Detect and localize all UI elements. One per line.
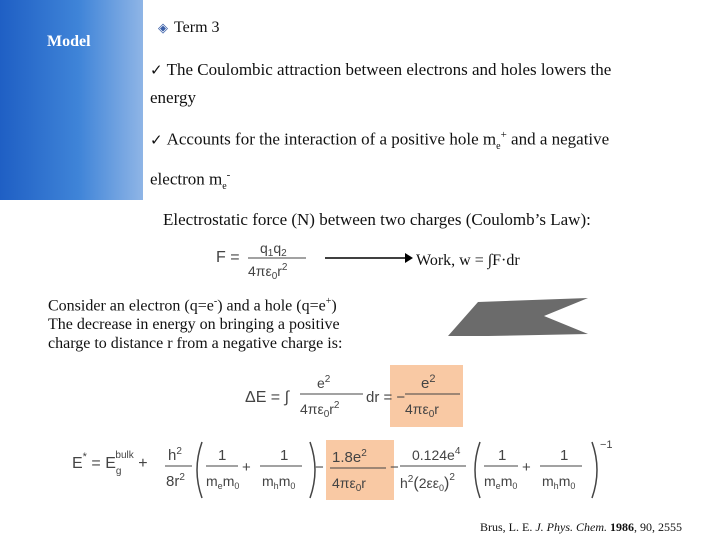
work-label: Work, w = ∫F·dr	[416, 252, 520, 269]
consider-text	[48, 292, 408, 353]
svg-text:mem0: $m_em_0$	[484, 473, 518, 491]
svg-text:8r2: $8r^2$	[166, 472, 185, 490]
bullet-2	[150, 121, 609, 201]
bullet-2-text: Accounts for the interaction of a positive hole m	[166, 129, 497, 149]
svg-text:mhm0: $m_hm_0$	[542, 473, 576, 491]
superscript: +	[500, 129, 507, 141]
svg-text:1: 1	[498, 447, 507, 464]
coulomb-law-label: Electrostatic force (N) between two charges (Coulomb’s Law):	[163, 210, 591, 229]
svg-text:h2: $h^2$	[168, 446, 182, 464]
checkmark-icon: ✓	[150, 61, 163, 79]
sidebar-title: Model	[47, 33, 91, 50]
consider-line-3: charge to distance r from a negative charge is:	[48, 335, 343, 353]
bullet-2-line-2: electron m	[150, 169, 223, 189]
svg-text:E* = Egbulk +: $E^* = E_gbulk$ +	[72, 450, 148, 477]
diamond-bullet-icon: ◈	[158, 20, 168, 35]
term-label: Term 3	[174, 19, 220, 36]
exciton-energy-formula	[70, 436, 630, 506]
citation-journal: J. Phys. Chem.	[535, 520, 607, 534]
svg-text:mhm0: $m_hm_0$	[262, 473, 296, 491]
svg-text:mem0: $m_em_0$	[206, 473, 240, 491]
sidebar-panel	[0, 0, 143, 200]
svg-text:4πε0r: $4\pi\varepsilon_0r$	[405, 401, 439, 420]
svg-text:1.8e2: $1.8e^2$	[332, 448, 367, 466]
energy-integral-formula	[245, 368, 475, 430]
formula-denominator: $4\pi\varepsilon_0r^2$	[248, 262, 288, 280]
svg-text:1: 1	[280, 447, 289, 464]
svg-text:+: +	[522, 459, 531, 476]
subscript: e	[496, 141, 501, 153]
bullet-2-text-end: and a negative	[506, 129, 610, 149]
svg-text:−1: −1	[600, 439, 613, 451]
svg-text:−: −	[315, 459, 324, 476]
hourglass-shape	[448, 298, 588, 338]
superscript: -	[226, 169, 231, 182]
checkmark-icon: ✓	[150, 130, 163, 149]
term-heading	[158, 19, 220, 37]
svg-text:4πε0r2: $4\pi\varepsilon_0r^2$	[300, 400, 340, 420]
bullet-1	[150, 56, 611, 112]
citation-authors: Brus, L. E.	[480, 520, 536, 534]
consider-line-2: The decrease in energy on bringing a positive	[48, 316, 340, 334]
coulomb-formula	[210, 236, 320, 280]
consider-line-1-end: )	[331, 297, 337, 315]
svg-text:1: 1	[560, 447, 569, 464]
citation-year: 1986	[607, 520, 634, 534]
svg-text:1: 1	[218, 447, 227, 464]
svg-text:e2: $e^2$	[317, 374, 331, 391]
arrow-icon	[325, 250, 413, 266]
bullet-1-line-1: The Coulombic attraction between electrons and holes lowers the	[166, 60, 612, 79]
formula-numerator: $q_1q_2$	[260, 240, 287, 259]
citation	[480, 520, 682, 535]
consider-line-1: Consider an electron (q=e	[48, 297, 214, 315]
citation-rest: , 90, 2555	[634, 520, 682, 534]
svg-text:0.124e4: $0.124e^4$	[412, 446, 461, 463]
svg-text:dr = −: dr = −	[366, 389, 406, 406]
consider-line-1-mid: ) and a hole (q=e	[217, 297, 326, 315]
superscript: +	[325, 296, 332, 307]
subscript: e	[222, 181, 227, 193]
formula-f: F =	[216, 249, 240, 266]
superscript: -	[213, 296, 218, 307]
svg-text:e2: $e^2$	[421, 373, 436, 392]
svg-text:−: −	[390, 459, 399, 476]
svg-text:4πε0r: $4\pi\varepsilon_0r$	[332, 475, 366, 494]
svg-text:h2(2εε0)2: $h^2(2\varepsilon\varepsilon_0)^2$	[400, 472, 455, 493]
bullet-1-line-2: energy	[150, 88, 196, 107]
svg-text:+: +	[242, 459, 251, 476]
svg-text:ΔE = ∫: ΔE = ∫	[245, 389, 289, 406]
